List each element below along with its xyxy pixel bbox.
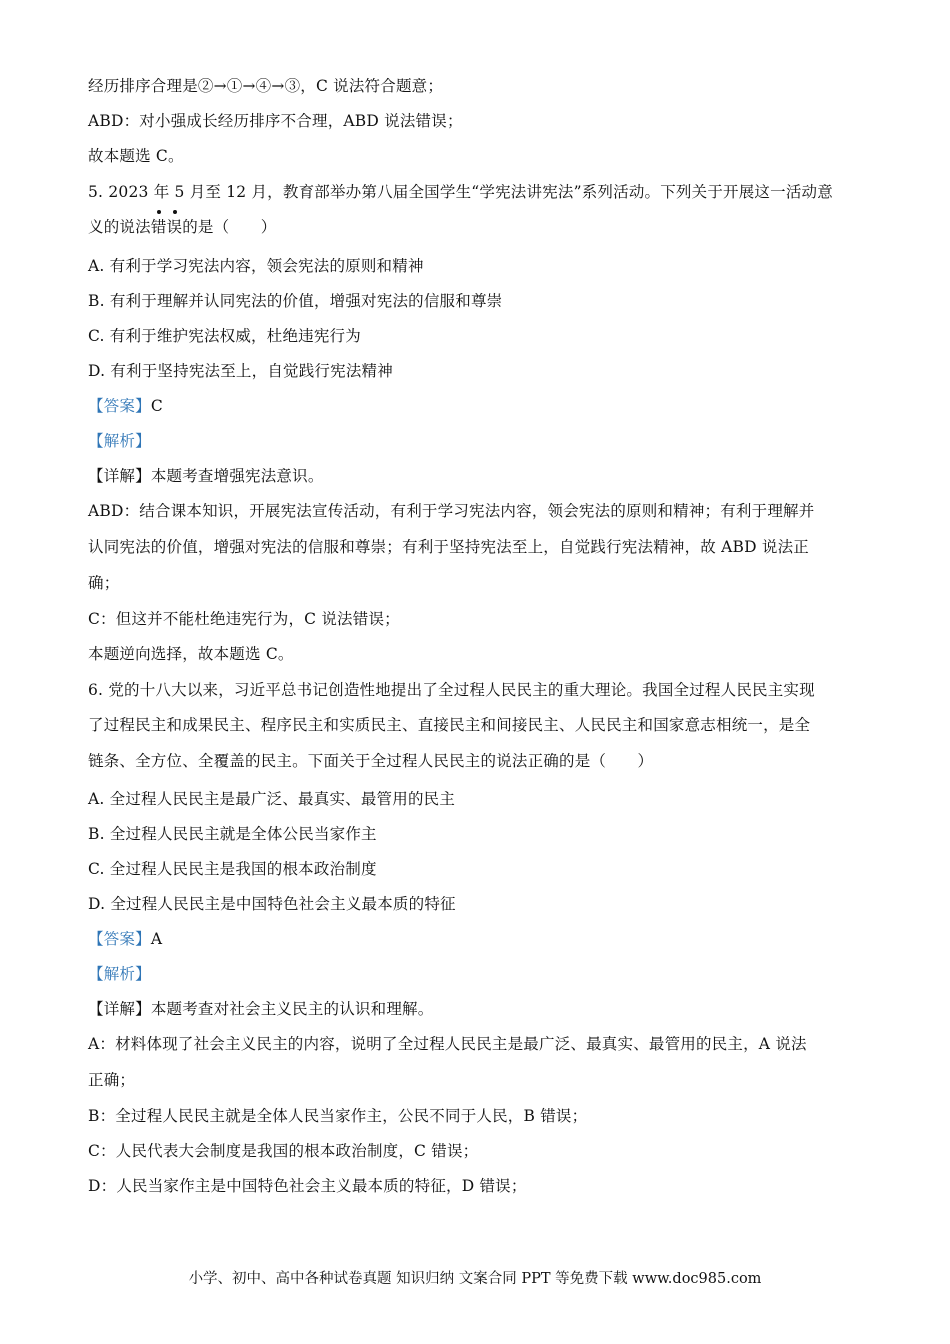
question-5-stem-cont (88, 216, 868, 238)
text-segment: 的是（ ） (182, 218, 277, 236)
answer-line (88, 928, 868, 950)
question-6-stem-cont: 链条、全方位、全覆盖的民主。下面关于全过程人民民主的说法正确的是（ ） (88, 752, 654, 770)
emphasis-dot (173, 210, 177, 214)
text-line: 本题逆向选择，故本题选 C。 (88, 645, 294, 663)
answer-line (88, 395, 868, 417)
text-line: ABD：对小强成长经历排序不合理，ABD 说法错误； (88, 112, 463, 130)
option-d: D. 有利于坚持宪法至上，自觉践行宪法精神 (88, 362, 393, 380)
text-line: C：人民代表大会制度是我国的根本政治制度，C 错误； (88, 1142, 479, 1160)
text-line: A：材料体现了社会主义民主的内容，说明了全过程人民民主是最广泛、最真实、最管用的民主，A 说法 (88, 1035, 807, 1053)
detail-text: 本题考查增强宪法意识。 (150, 467, 324, 485)
detail-line (88, 998, 868, 1020)
detail-text: 本题考查对社会主义民主的认识和理解。 (150, 1000, 434, 1018)
answer-value: A (150, 930, 163, 948)
text-line: B：全过程人民民主就是全体人民当家作主，公民不同于人民，B 错误； (88, 1107, 588, 1125)
question-6-stem: 6. 党的十八大以来，习近平总书记创造性地提出了全过程人民民主的重大理论。我国全过程人民民主实现 (88, 681, 815, 699)
detail-tag: 【详解】 (88, 1000, 151, 1018)
answer-tag: 【答案】 (88, 930, 151, 948)
option-c: C. 有利于维护宪法权威，杜绝违宪行为 (88, 327, 361, 345)
text-line: 经历排序合理是②→①→④→③，C 说法符合题意； (88, 77, 444, 95)
text-segment: 义的说法 (88, 218, 151, 236)
option-c: C. 全过程人民民主是我国的根本政治制度 (88, 860, 377, 878)
emphasized-word: 错误 (151, 218, 182, 236)
analysis-tag: 【解析】 (88, 432, 151, 450)
text-line: D：人民当家作主是中国特色社会主义最本质的特征，D 错误； (88, 1177, 527, 1195)
text-line: C：但这并不能杜绝违宪行为，C 说法错误； (88, 610, 400, 628)
text-line: 正确； (88, 1071, 136, 1089)
option-a: A. 全过程人民民主是最广泛、最真实、最管用的民主 (88, 790, 456, 808)
text-line: 认同宪法的价值，增强对宪法的信服和尊崇；有利于坚持宪法至上，自觉践行宪法精神，故 ABD 说法正 (88, 538, 809, 556)
answer-tag: 【答案】 (88, 397, 151, 415)
detail-line (88, 465, 868, 487)
text-line: 确； (88, 574, 120, 592)
emphasis-dot (157, 210, 161, 214)
question-5-stem: 5. 2023 年 5 月至 12 月，教育部举办第八届全国学生“学宪法讲宪法”系列活动。下列关于开展这一活动意 (88, 183, 833, 201)
answer-value: C (150, 397, 163, 415)
analysis-tag: 【解析】 (88, 965, 151, 983)
option-b: B. 全过程人民民主就是全体公民当家作主 (88, 825, 377, 843)
option-a: A. 有利于学习宪法内容，领会宪法的原则和精神 (88, 257, 424, 275)
option-b: B. 有利于理解并认同宪法的价值，增强对宪法的信服和尊崇 (88, 292, 503, 310)
page-footer: 小学、初中、高中各种试卷真题 知识归纳 文案合同 PPT 等免费下载 www.doc985.com (188, 1271, 762, 1287)
option-d: D. 全过程人民民主是中国特色社会主义最本质的特征 (88, 895, 456, 913)
detail-tag: 【详解】 (88, 467, 151, 485)
question-6-stem-cont: 了过程民主和成果民主、程序民主和实质民主、直接民主和间接民主、人民民主和国家意志相统一，是全 (88, 716, 811, 734)
text-line: ABD：结合课本知识，开展宪法宣传活动，有利于学习宪法内容，领会宪法的原则和精神；有利于理解并 (88, 502, 815, 520)
analysis-line (88, 430, 868, 452)
analysis-line (88, 963, 868, 985)
text-line: 故本题选 C。 (88, 147, 184, 165)
